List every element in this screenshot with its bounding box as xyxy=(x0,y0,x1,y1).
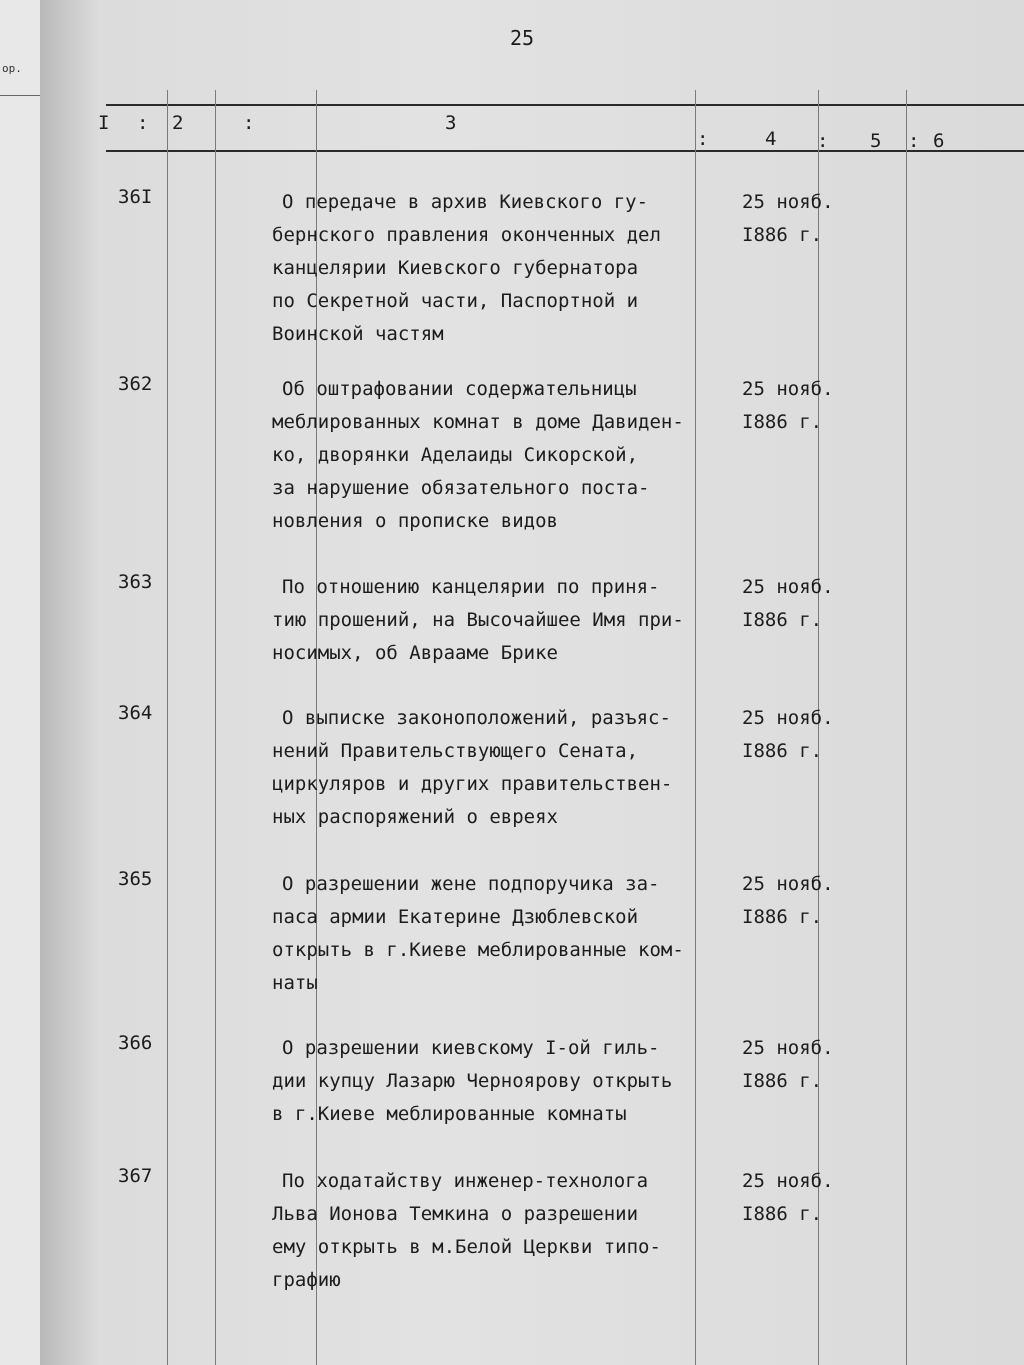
column-header-1: I xyxy=(98,112,110,134)
column-header-2: 2 xyxy=(172,112,184,134)
header-top-rule xyxy=(106,104,1024,106)
left-margin-strip xyxy=(0,0,42,1365)
record-number: 365 xyxy=(118,868,153,890)
header-separator: : xyxy=(137,112,149,134)
column-divider xyxy=(906,90,907,1365)
record-title-line: Воинской частям xyxy=(272,323,444,345)
record-title-line: тию прошений, на Высочайшее Имя при- xyxy=(272,609,684,631)
record-date-line: I886 г. xyxy=(742,411,823,433)
record-date-line: 25 нояб. xyxy=(742,191,834,213)
record-date xyxy=(742,702,834,768)
record-title-line: наты xyxy=(272,972,318,994)
record-date-line: 25 нояб. xyxy=(742,1170,834,1192)
record-title xyxy=(272,1165,750,1297)
record-date-line: I886 г. xyxy=(742,609,823,631)
record-date xyxy=(742,868,834,934)
record-title-line: циркуляров и других правительствен- xyxy=(272,773,673,795)
record-title-line: бернского правления оконченных дел xyxy=(272,224,661,246)
column-header-6: 6 xyxy=(933,130,945,152)
page-number: 25 xyxy=(510,26,535,50)
header-separator: : xyxy=(908,130,920,152)
record-title-line: меблированных комнат в доме Давиден- xyxy=(272,411,684,433)
record-date-line: 25 нояб. xyxy=(742,576,834,598)
column-divider xyxy=(167,90,168,1365)
record-title-line: По отношению канцелярии по приня- xyxy=(282,576,660,598)
record-title-line: новления о прописке видов xyxy=(272,510,558,532)
record-date-line: 25 нояб. xyxy=(742,873,834,895)
record-number: 364 xyxy=(118,702,153,724)
record-title-line: ко, дворянки Аделаиды Сикорской, xyxy=(272,444,639,466)
record-date xyxy=(742,1032,834,1098)
record-title xyxy=(272,868,750,1000)
record-title-line: паса армии Екатерине Дзюблевской xyxy=(272,906,639,928)
record-date-line: I886 г. xyxy=(742,224,823,246)
record-title-line: графию xyxy=(272,1269,341,1291)
record-date xyxy=(742,373,834,439)
record-title-line: О выписке законоположений, разъяс- xyxy=(282,707,671,729)
record-number: 36I xyxy=(118,186,153,208)
header-separator: : xyxy=(817,130,829,152)
record-title-line: О передаче в архив Киевского гу- xyxy=(282,191,649,213)
record-date xyxy=(742,571,834,637)
record-date-line: I886 г. xyxy=(742,740,823,762)
record-title-line: дии купцу Лазарю Черноярову открыть xyxy=(272,1070,673,1092)
record-date-line: 25 нояб. xyxy=(742,707,834,729)
record-number: 363 xyxy=(118,571,153,593)
column-header-3: 3 xyxy=(445,112,457,134)
document-page xyxy=(40,0,1024,1365)
record-title-line: ему открыть в м.Белой Церкви типо- xyxy=(272,1236,661,1258)
column-header-5: 5 xyxy=(870,130,882,152)
record-number: 367 xyxy=(118,1165,153,1187)
record-title xyxy=(272,702,750,834)
record-title-line: О разрешении жене подпоручика за- xyxy=(282,873,660,895)
record-title-line: открыть в г.Киеве меблированные ком- xyxy=(272,939,684,961)
left-margin-rule xyxy=(0,95,40,96)
record-title-line: Льва Ионова Темкина о разрешении xyxy=(272,1203,639,1225)
record-title-line: Об оштрафовании содержательницы xyxy=(282,378,637,400)
record-date-line: 25 нояб. xyxy=(742,1037,834,1059)
record-date-line: I886 г. xyxy=(742,1203,823,1225)
record-title-line: ных распоряжений о евреях xyxy=(272,806,558,828)
header-bottom-rule xyxy=(106,150,1024,152)
record-title xyxy=(272,186,750,351)
record-date xyxy=(742,1165,834,1231)
column-header-4: 4 xyxy=(765,128,777,150)
record-date xyxy=(742,186,834,252)
record-date-line: 25 нояб. xyxy=(742,378,834,400)
record-date-line: I886 г. xyxy=(742,1070,823,1092)
column-divider xyxy=(215,90,216,1365)
header-separator: : xyxy=(697,128,709,150)
record-date-line: I886 г. xyxy=(742,906,823,928)
record-title-line: за нарушение обязательного поста- xyxy=(272,477,650,499)
record-title-line: По ходатайству инженер-технолога xyxy=(282,1170,649,1192)
record-number: 366 xyxy=(118,1032,153,1054)
record-title-line: канцелярии Киевского губернатора xyxy=(272,257,639,279)
left-margin-text: ор. xyxy=(2,62,22,75)
record-title xyxy=(272,571,750,670)
record-title-line: в г.Киеве меблированные комнаты xyxy=(272,1103,627,1125)
record-title-line: по Секретной части, Паспортной и xyxy=(272,290,639,312)
record-title-line: нений Правительствующего Сената, xyxy=(272,740,639,762)
record-title xyxy=(272,1032,750,1131)
record-title-line: носимых, об Аврааме Брике xyxy=(272,642,558,664)
record-title xyxy=(272,373,750,538)
record-number: 362 xyxy=(118,373,153,395)
header-separator: : xyxy=(243,112,255,134)
record-title-line: О разрешении киевскому I-ой гиль- xyxy=(282,1037,660,1059)
